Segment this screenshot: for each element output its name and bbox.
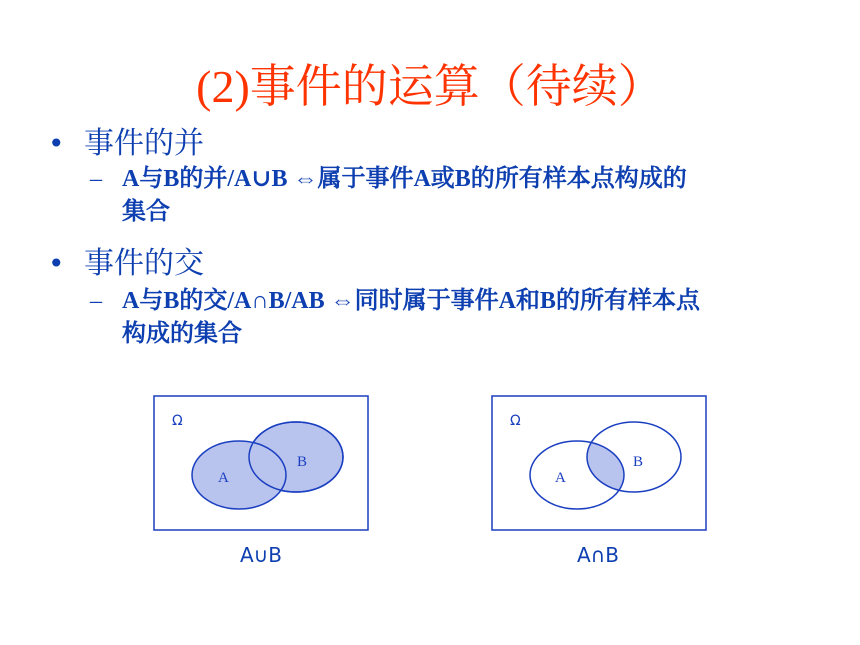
venn-union-caption: A∪B (239, 543, 283, 567)
bullet-union (48, 118, 204, 162)
venn-union-diagram (150, 392, 372, 534)
slide-title: (2)事件的运算（待续） (196, 61, 664, 112)
set-a-label: A (555, 470, 566, 486)
omega-label: Ω (172, 413, 183, 429)
intersection-definition-line2: 构成的集合 (122, 321, 242, 347)
bullet-dot: • (48, 127, 65, 160)
union-definition (90, 163, 820, 229)
omega-label: Ω (510, 413, 521, 429)
bullet-dot: • (48, 247, 65, 280)
venn-intersection-diagram (488, 392, 710, 534)
dash-marker: – (90, 166, 102, 192)
set-a-label: A (218, 470, 229, 486)
union-definition-line2: 集合 (122, 199, 170, 225)
dash-marker: – (90, 288, 102, 314)
intersection-definition (90, 285, 820, 351)
bullet-intersection (48, 238, 204, 282)
venn-intersection-caption: A∩B (576, 543, 620, 567)
intersection-definition-line1: A与B的交/A∩B/AB ⇔同时属于事件A和B的所有样本点 (122, 288, 700, 314)
set-b-label: B (633, 454, 644, 470)
set-b-label: B (297, 454, 308, 470)
set-a-ellipse (192, 441, 286, 509)
bullet-intersection-text: 事件的交 (84, 246, 204, 281)
union-definition-line1: A与B的并/A∪B ⇔属于事件A或B的所有样本点构成的 (122, 166, 687, 192)
bullet-union-text: 事件的并 (84, 126, 204, 161)
